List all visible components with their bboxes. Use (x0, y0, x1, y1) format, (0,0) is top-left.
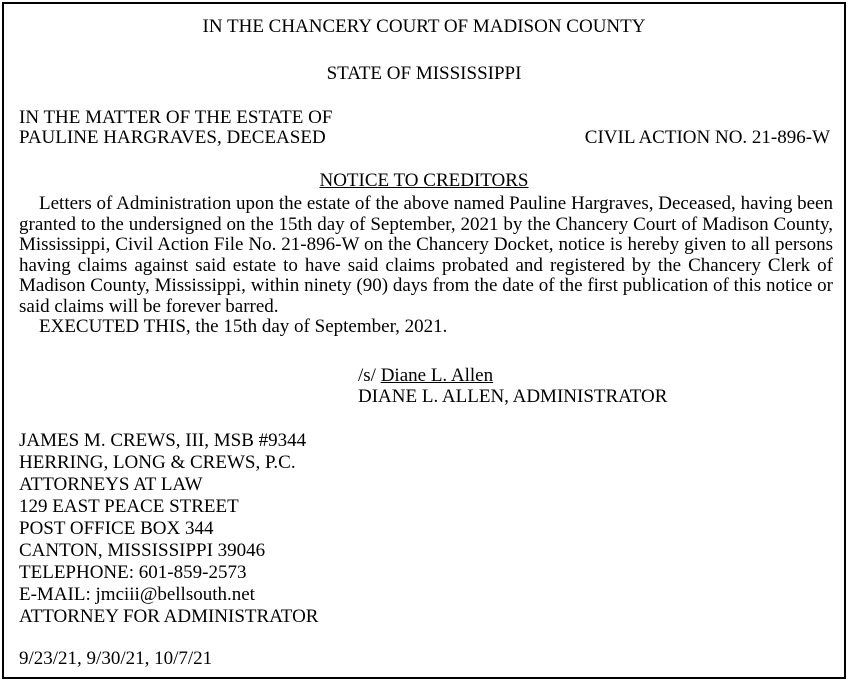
matter-line-1: IN THE MATTER OF THE ESTATE OF (19, 107, 333, 128)
attorney-po-box: POST OFFICE BOX 344 (19, 518, 214, 539)
attorney-telephone: TELEPHONE: 601-859-2573 (19, 562, 247, 583)
court-heading: IN THE CHANCERY COURT OF MADISON COUNTY (202, 16, 646, 37)
attorney-firm: HERRING, LONG & CREWS, P.C. (19, 452, 296, 473)
attorney-email: E-MAIL: jmciii@bellsouth.net (19, 584, 255, 605)
signature-line (358, 366, 493, 386)
attorney-city: CANTON, MISSISSIPPI 39046 (19, 540, 266, 561)
signer-title: DIANE L. ALLEN, ADMINISTRATOR (358, 386, 668, 407)
executed-line: EXECUTED THIS, the 15th day of September, 2021. (39, 316, 448, 337)
signature-name: Diane L. Allen (380, 365, 494, 386)
notice-title: NOTICE TO CREDITORS (319, 170, 529, 191)
attorney-name: JAMES M. CREWS, III, MSB #9344 (19, 430, 307, 451)
attorney-block (19, 430, 318, 628)
attorney-street: 129 EAST PEACE STREET (19, 496, 239, 517)
attorney-for: ATTORNEY FOR ADMINISTRATOR (19, 606, 319, 627)
attorney-role: ATTORNEYS AT LAW (19, 474, 203, 495)
matter-line-2: PAULINE HARGRAVES, DECEASED (19, 127, 326, 148)
notice-paragraph: Letters of Administration upon the estate of the above named Pauline Hargraves, Deceased, having been granted to the undersigned on the 15th day of September, 2021 by the Chancery Court of Madison County, Mississippi, Civil Action File No. 21-896-W on the Chancery Docket, notice is hereby given to all persons having claims against said estate to have said claims probated and registered by the Chancery Clerk of Madison County, Mississippi, within ninety (90) days from the date of the first publication of this notice or said claims will be forever barred. (19, 193, 833, 317)
state-heading: STATE OF MISSISSIPPI (326, 63, 522, 84)
case-number: CIVIL ACTION NO. 21-896-W (584, 127, 830, 148)
notice-body (19, 194, 833, 338)
legal-notice (2, 2, 846, 679)
publication-dates: 9/23/21, 9/30/21, 10/7/21 (19, 648, 213, 669)
signature-prefix: /s/ (358, 365, 381, 386)
